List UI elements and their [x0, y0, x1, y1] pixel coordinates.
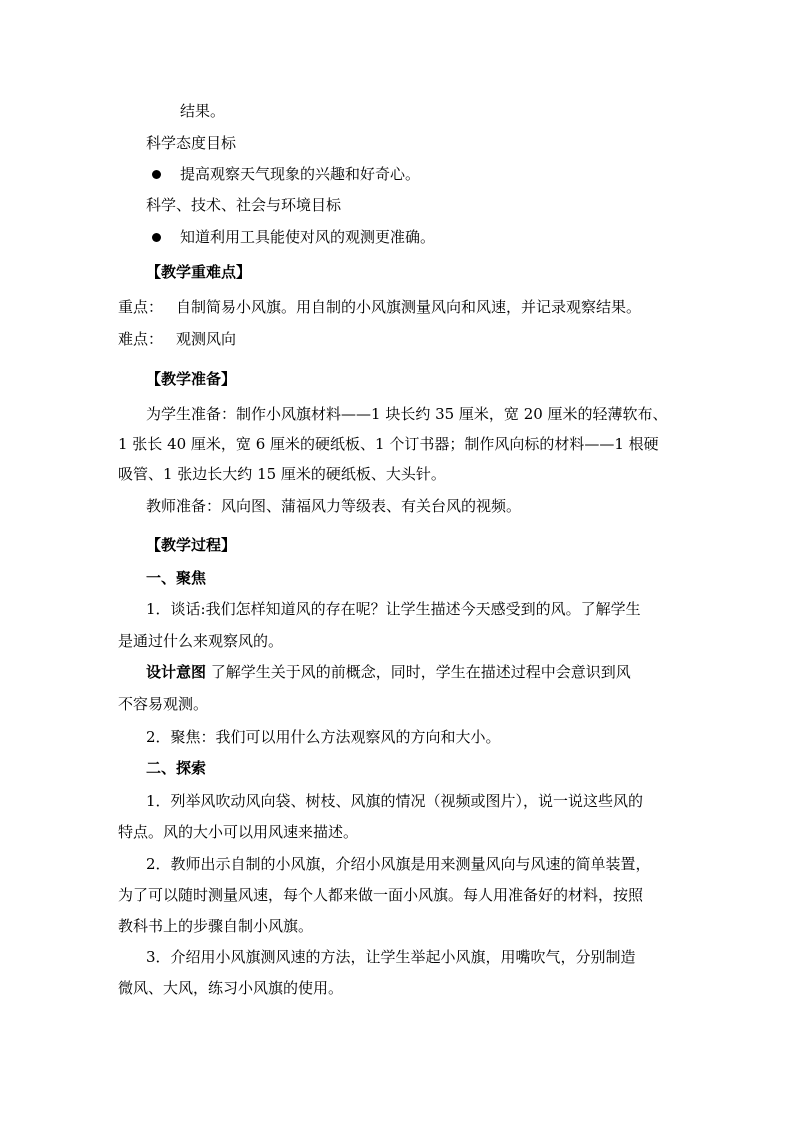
paragraph-line: 2．教师出示自制的小风旗，介绍小风旗是用来测量风向与风速的简单装置，	[146, 855, 651, 873]
paragraph-line: 教科书上的步骤自制小风旗。	[118, 917, 314, 935]
paragraph-line: 微风、大风，练习小风旗的使用。	[118, 979, 344, 997]
bullet-icon	[152, 170, 161, 179]
section-heading-preparation: 【教学准备】	[146, 370, 237, 388]
key-point-label: 重点：	[118, 298, 164, 316]
paragraph-line: 1．列举风吹动风向袋、树枝、风旗的情况（视频或图片），说一说这些风的	[146, 792, 644, 810]
design-intent-label: 设计意图	[146, 663, 207, 681]
design-intent-line	[146, 662, 631, 682]
paragraph-line: 3．介绍用小风旗测风速的方法，让学生举起小风旗，用嘴吹气，分别制造	[146, 948, 636, 966]
prep-line: 为学生准备：制作小风旗材料——1 块长约 35 厘米，宽 20 厘米的轻薄软布、	[146, 405, 668, 423]
paragraph-line: 不容易观测。	[118, 695, 209, 713]
difficulty-text: 观测风向	[176, 330, 237, 348]
paragraph-line: 特点。风的大小可以用风速来描述。	[118, 823, 359, 841]
key-point-text: 自制简易小风旗。用自制的小风旗测量风向和风速，并记录观察结果。	[176, 298, 642, 316]
step-heading-focus: 一、聚焦	[146, 569, 207, 587]
prep-line: 吸管、1 张边长大约 15 厘米的硬纸板、大头针。	[118, 465, 446, 483]
step-heading-explore: 二、探索	[146, 759, 207, 777]
paragraph-line: 是通过什么来观察风的。	[118, 632, 284, 650]
bullet-item: 提高观察天气现象的兴趣和好奇心。	[180, 165, 421, 183]
design-intent-text: 了解学生关于风的前概念，同时，学生在描述过程中会意识到风	[210, 663, 631, 681]
text-line: 结果。	[180, 102, 226, 120]
bullet-item: 知道利用工具能使对风的观测更准确。	[180, 228, 436, 246]
difficulty-label: 难点：	[118, 330, 164, 348]
paragraph-line: 1．谈话:我们怎样知道风的存在呢？让学生描述今天感受到的风。了解学生	[146, 600, 641, 618]
section-heading-key-points: 【教学重难点】	[146, 263, 252, 281]
paragraph-line: 2．聚焦：我们可以用什么方法观察风的方向和大小。	[146, 728, 501, 746]
subheading-attitude-goal: 科学态度目标	[146, 134, 237, 152]
prep-line: 1 张长 40 厘米，宽 6 厘米的硬纸板、1 个订书器；制作风向标的材料——1 根硬	[118, 435, 659, 453]
teacher-prep-line: 教师准备：风向图、蒲福风力等级表、有关台风的视频。	[146, 497, 522, 515]
subheading-stse-goal: 科学、技术、社会与环境目标	[146, 196, 342, 214]
section-heading-process: 【教学过程】	[146, 536, 237, 554]
paragraph-line: 为了可以随时测量风速，每个人都来做一面小风旗。每人用准备好的材料，按照	[118, 886, 644, 904]
bullet-icon	[152, 233, 161, 242]
